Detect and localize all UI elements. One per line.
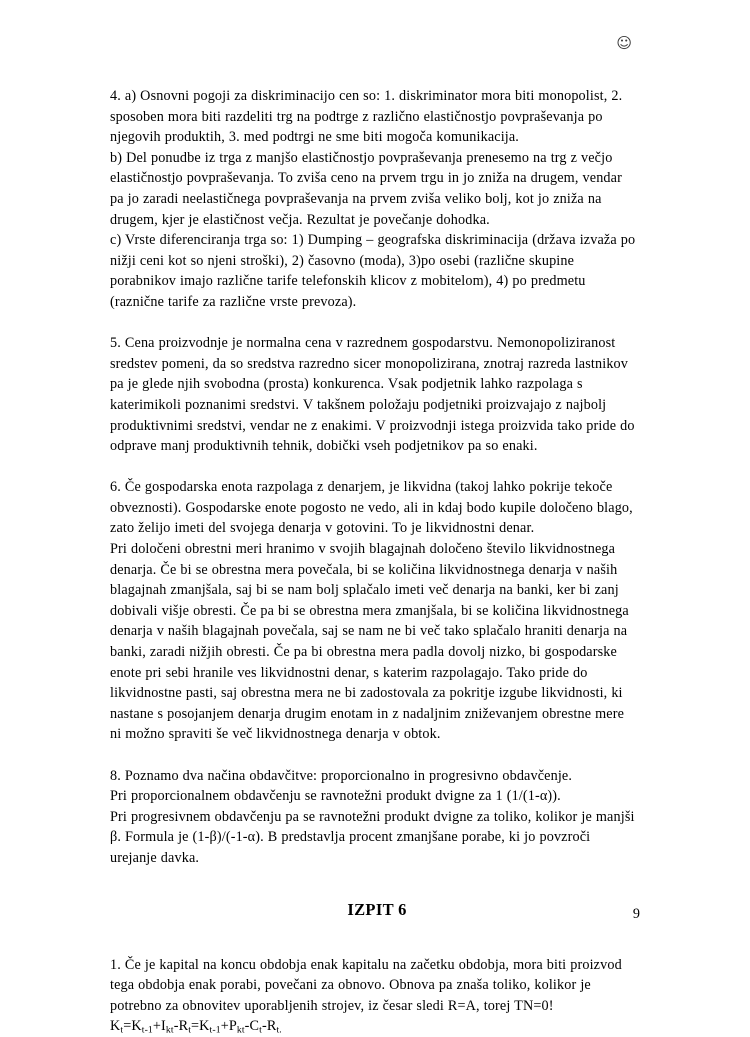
text-line: Pri progresivnem obdavčenju pa se ravnotežni produkt dvigne za toliko, kolikor je manjši (110, 808, 635, 825)
text-line: blagajnah zmanjšala, saj bi se nam bolj splačalo imeti več denarja na banki, ker bi zanj (110, 582, 619, 599)
text-line: zato želijo imeti del svojega denarja v gotovini. To je likvidnostni denar. (110, 520, 535, 537)
text-line: denarja. Če bi se obrestna mera povečala, bi se količina likvidnostnega denarja v naših (110, 561, 618, 578)
text-line: 6. Če gospodarska enota razpolaga z denarjem, je likvidna (takoj lahko pokrije tekoče (110, 479, 613, 496)
text-line: banki, zaradi nižjih obresti. Če pa bi obrestna mera padla dovolj nizko, bi gospodarske (110, 644, 617, 661)
text-line: obveznosti). Gospodarske enote pogosto ne vedo, ali in kdaj bodo kupile določeno blago, (110, 499, 633, 516)
page-header (110, 34, 640, 60)
text-line: potrebno za obnovitev uporabljenih strojev, iz česar sledi R=A, torej TN=0! (110, 997, 554, 1014)
exam-heading-text: IZPIT 6 (347, 899, 407, 919)
text-line: sredstev pomeni, da so sredstva razredno sicer monopolizirana, znotraj razreda lastnikov (110, 355, 629, 372)
text-line: tega obdobja enak porabi, povečani za obnovo. Obnova pa znaša toliko, kolikor je (110, 977, 591, 994)
text-line: katerimikoli poznanimi sredstvi. V takšnem položaju podjetniki proizvajajo z najbolj (110, 396, 607, 413)
text-line: porabnikov imajo različne tarife telefonskih klicov z mobitelom), 4) po predmetu (110, 273, 586, 290)
text-line: Pri proporcionalnem obdavčenju se ravnotežni produkt dvigne za 1 (1/(1-α)). (110, 788, 561, 805)
text-line: 4. a) Osnovni pogoji za diskriminacijo cen so: 1. diskriminator mora biti monopolist, 2. (110, 88, 623, 104)
text-line: (raznične tarife za različne vrste prevoza). (110, 293, 357, 310)
text-line: pa jo zaradi neelastičnega povpraševanja na prvem zviša veliko bolj, kot jo zniža na (110, 190, 602, 207)
text-line: pa je glede njih svobodna (prosta) konkurenca. Vsak podjetnik lahko razpolaga s (110, 376, 583, 393)
text-line: dobivali višje obresti. Če pa bi se obrestna mera zmanjšala, bi se količina likvidnostnega (110, 602, 629, 619)
paragraph-8 (110, 766, 644, 869)
text-line: likvidnostne pasti, saj obrestna mera ne bi zadostovala za pokritje izgube likvidnosti, ki (110, 685, 623, 702)
text-line: produktivnimi sredstvi, vendar ne z enakimi. V proizvodnji istega proizvida tako pride do (110, 417, 635, 434)
text-line: odprave manj produktivnih tehnik, dobički vseh podjetnikov pa so enaki. (110, 438, 538, 455)
text-line: njegovih produktih, 3. med podtrgi ne sme biti mogoča komunikacija. (110, 129, 519, 146)
text-line: c) Vrste diferenciranja trga so: 1) Dumping – geografska diskriminacija (država izvaža po (110, 232, 636, 249)
text-line: urejanje davka. (110, 849, 200, 866)
text-line: nastane s posojanjem denarja drugim enotam in z nadaljnim zniževanjem obrestne mere (110, 705, 625, 722)
paragraph-1 (110, 955, 644, 1037)
exam-heading (110, 899, 644, 921)
text-line: ni možno spraviti še več likvidnostnega denarja v obtok. (110, 726, 441, 743)
capital-formula: $K_t=K_{t-1}+I_{kt}-R_t=K_{t-1}+P_{kt}-C_t-R_{t.}$ (110, 1018, 282, 1037)
paragraph-5 (110, 333, 644, 457)
text-line: Pri določeni obrestni meri hranimo v svojih blagajnah določeno število likvidnostnega (110, 541, 616, 558)
paragraph-6 (110, 477, 644, 745)
text-line: drugem, kjer je elastičnost večja. Rezultat je povečanje dohodka. (110, 211, 490, 228)
text-line: b) Del ponudbe iz trga z manjšo elastičnostjo povpraševanja prenesemo na trg z večjo (110, 149, 613, 166)
paragraph-4 (110, 86, 644, 313)
text-line: 1. Če je kapital na koncu obdobja enak kapitalu na začetku obdobja, mora biti proizvod (110, 956, 622, 973)
text-line: nižji ceni kot so njeni stroški), 2) časovno (moda), 3)po osebi (različne skupine (110, 252, 575, 269)
page-number: 9 (632, 906, 640, 922)
document-body (110, 86, 644, 1037)
text-line: 5. Cena proizvodnje je normalna cena v razrednem gospodarstvu. Nemonopoliziranost (110, 335, 616, 352)
text-line: enote pri sebi hranile ves likvidnostni denar, s katerim razpolagajo. Tako pride do (110, 664, 588, 681)
smiley-face-icon: ☺ (616, 34, 632, 52)
text-line: 8. Poznamo dva načina obdavčitve: proporcionalno in progresivno obdavčenje. (110, 767, 573, 784)
text-line: elastičnostjo povpraševanja. To zviša ceno na prvem trgu in jo zniža na drugem, vendar (110, 170, 622, 187)
text-line: denarja v naših blagajnah povečala, saj se nam ne bi več tako splačalo hraniti denarja na (110, 623, 628, 640)
text-line: β. Formula je (1-β)/(-1-α). B predstavlja procent zmanjšane porabe, ki jo povzroči (110, 829, 591, 846)
text-line: sposoben mora biti razdeliti trg na podtrge z različno elastičnostjo povpraševanja po (110, 108, 603, 125)
